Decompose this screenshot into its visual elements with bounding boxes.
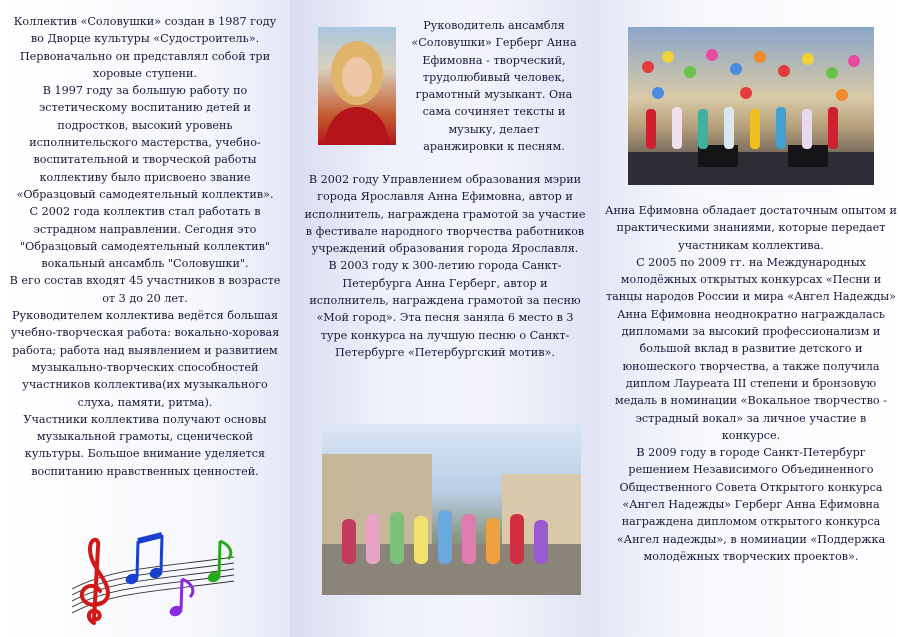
- group-street-photo: [322, 424, 581, 595]
- paragraph: В 1997 году за большую работу по эстетическому воспитанию детей и подростков, высокий уровень исполнительского мастерства, учебно-воспитательной и творческой работы коллективу было присвоено звание «Образцовый самодеятельный коллектив».: [16, 84, 274, 201]
- awards-text: [304, 171, 586, 361]
- concert-photo-illustration: [628, 27, 874, 185]
- panel-right: [600, 0, 900, 637]
- note-purple-icon: [169, 579, 193, 617]
- paragraph: С 2002 года коллектив стал работать в эстрадном направлении. Сегодня это "Образцовый самодеятельный коллектив" вокальный ансамбль "Соловушки".: [19, 205, 271, 271]
- leader-intro-text: Руководитель ансамбля «Соловушки» Герберг Анна Ефимовна - творческий, трудолюбивый человек, грамотный музыкант. Она сама сочиняет тексты и музыку, делает аранжировки к песням.: [411, 19, 577, 154]
- music-notes-illustration: [64, 527, 239, 627]
- achievements-text: [605, 202, 897, 565]
- beamed-notes-blue-icon: [125, 535, 163, 585]
- leader-portrait-photo: [318, 27, 396, 145]
- note-green-icon: [207, 541, 231, 583]
- paragraph: В 2002 году Управлением образования мэрии города Ярославля Анна Ефимовна, автор и исполнитель, награждена грамотой за участие в фестивале народного творчества работников учреждений образования города Ярославля.: [304, 173, 586, 256]
- history-text: [6, 13, 284, 480]
- portrait-silhouette: [318, 27, 396, 145]
- paragraph: Анна Ефимовна обладает достаточным опытом и практическими знаниями, которые передает участникам коллектива.: [605, 204, 898, 252]
- group-photo-illustration: [322, 424, 581, 595]
- panel-middle: [290, 0, 600, 637]
- paragraph: Участники коллектива получают основы музыкальной грамоты, сценической культуры. Большое внимание уделяется воспитанию нравственных ценностей.: [23, 412, 267, 478]
- concert-stage-photo: [628, 27, 874, 185]
- paragraph: С 2005 по 2009 гг. на Международных молодёжных открытых конкурсах «Песни и танцы народов России и мира «Ангел Надежды» Анна Ефимовна неоднократно награждалась дипломами за высокий профессионализм и большой вклад в развитие детского и юношеского творчества, а также получила диплом Лауреата III степени и бронзовую медаль в номинации «Вокальное творчество - эстрадный вокал» за личное участие в конкурсе.: [605, 255, 897, 442]
- paragraph: В его состав входят 45 участников в возрасте от 3 до 20 лет.: [9, 274, 281, 305]
- treble-clef-icon: [82, 540, 108, 623]
- paragraph: В 2003 году к 300-летию города Санкт-Петербурга Анна Герберг, автор и исполнитель, награждена грамотой за песню «Мой город». Эта песня заняла 6 место в 3 туре конкурса на лучшую песню о Санкт-Петербурге «Петербургский мотив».: [309, 259, 581, 359]
- paragraph: В 2009 году в городе Санкт-Петербург решением Независимого Объединенного Общественного Совета Открытого конкурса «Ангел Надежды» Герберг Анна Ефимовна награждена дипломом открытого конкурса «Ангел надежды», в номинации «Поддержка молодёжных творческих проектов».: [616, 446, 886, 563]
- paragraph: Руководителем коллектива ведётся большая учебно-творческая работа: вокально-хоровая работа; работа над выявлением и развитием музыкально-творческих способностей участников коллектива(их музыкального слуха, памяти, ритма).: [10, 309, 280, 409]
- panel-left: [0, 0, 290, 637]
- paragraph: Коллектив «Соловушки» создан в 1987 году во Дворце культуры «Судостроитель». Первоначально он представлял собой три хоровые ступени.: [13, 15, 277, 80]
